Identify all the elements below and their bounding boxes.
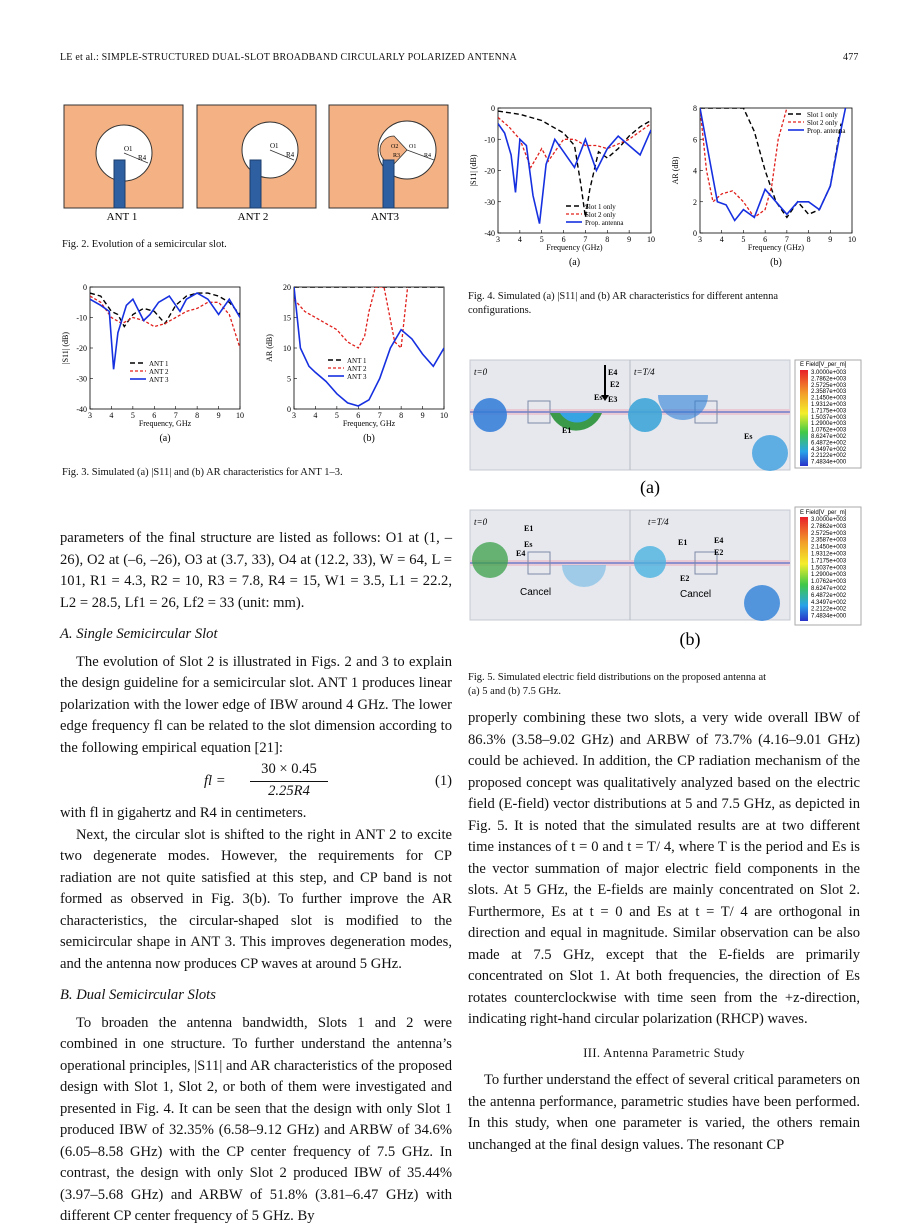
fig3a-xtick-label: 8 (195, 411, 200, 420)
fig3b-xtick-label: 8 (399, 411, 404, 420)
fig3b-xtick-label: 10 (440, 411, 448, 420)
figure-4 (468, 100, 868, 280)
ant3-label: ANT3 (370, 211, 400, 223)
fig5-caption-line1: Fig. 5. Simulated electric field distributions on the proposed antenna at (468, 672, 767, 683)
fig4b-ytick-label: 0 (693, 229, 697, 238)
fig3a-series-2 (90, 296, 240, 348)
fig4a-xtick-label: 9 (627, 235, 632, 244)
section-3-heading: III. Antenna Parametric Study (583, 1045, 745, 1060)
fig3a-xtick-label: 6 (152, 411, 157, 420)
fig4a-series-2 (498, 117, 651, 167)
cbvals-a-value: 2.3587e+003 (811, 389, 847, 396)
right-column (468, 708, 860, 1156)
fig3b-sublabel: (b) (363, 433, 375, 444)
ant2-drawing (197, 105, 316, 208)
fig3a-legend-label-3: ANT 3 (149, 376, 169, 384)
fig5-caption-line2: (a) 5 and (b) 7.5 GHz. (468, 686, 562, 697)
fig5a-label: (a) (640, 477, 660, 497)
fig3b-legend-label-3: ANT 3 (347, 373, 367, 381)
fig4a-ytick-label: 0 (491, 104, 495, 113)
cbvals-b-value: 4.3497e+002 (811, 599, 847, 606)
fig5-field-plots (470, 355, 862, 675)
fig5a-panel (470, 360, 790, 471)
fig4b-ytick-label: 2 (693, 197, 697, 207)
section-b-heading: B. Dual Semicircular Slots (60, 987, 216, 1003)
section-a-heading: A. Single Semicircular Slot (60, 626, 218, 642)
fig3a-legend-label-2: ANT 2 (149, 368, 169, 376)
fig3a-ytick-label: -40 (76, 405, 87, 414)
fig5b-cancel-2: Cancel (680, 589, 712, 600)
fig4b-xtick-label: 4 (719, 235, 724, 244)
fig4b-xtick-label: 5 (741, 235, 746, 244)
cbvals-b-value: 2.3587e+003 (811, 537, 847, 544)
cbvals-a-value: 2.1450e+003 (811, 395, 847, 402)
fig5a-t0: t=0 (474, 367, 488, 377)
cbvals-a-value: 1.7175e+003 (811, 408, 847, 415)
fig3a-series-3 (90, 293, 240, 369)
cbvals-b-value: 1.5037e+003 (811, 565, 847, 572)
eq-lhs: fl = (204, 773, 226, 789)
ant3-o1: O1 (409, 144, 417, 150)
figure-3 (62, 280, 462, 450)
fig3b-legend-label-1: ANT 1 (347, 357, 367, 365)
fig4a-plot-frame (498, 108, 651, 233)
fig4a-xtick-label: 6 (561, 235, 566, 244)
fig4a-series-1 (498, 111, 651, 217)
left-column (60, 528, 452, 1228)
cbvals-a-value: 1.5037e+003 (811, 414, 847, 421)
fig3b-ytick-label: 15 (283, 313, 291, 323)
cbvals-a-value: 8.6247e+002 (811, 434, 847, 440)
fig4a-legend-label-3: Prop. antenna (585, 219, 624, 227)
fig3b-ylabel: AR (dB) (265, 334, 274, 362)
cbvals-b-value: 3.0000e+003 (811, 517, 847, 523)
fig5a-e1: E1 (562, 426, 572, 435)
fig5b-es: Es (524, 540, 533, 549)
fig3a-sublabel: (a) (159, 433, 171, 444)
fig4b-ytick-label: 6 (693, 135, 697, 145)
fig5a-e4: E4 (608, 368, 618, 377)
fig3b-ytick-label: 5 (287, 374, 291, 384)
ant1-drawing (64, 105, 183, 208)
cbvals-b-value: 6.4872e+002 (811, 592, 847, 599)
fig5b-e1b: E1 (678, 538, 688, 547)
fig3a-xtick-label: 5 (130, 411, 135, 420)
cbvals-b-value: 2.2122e+002 (811, 606, 847, 613)
cbvals-a-value: 1.9312e+003 (811, 402, 847, 408)
fig5b-e2b: E2 (680, 574, 690, 583)
fig3b-series-3 (294, 287, 444, 406)
fig5b-label: (b) (679, 629, 701, 649)
cbvals-a-value: 2.7862e+003 (811, 376, 847, 383)
fig4a-xlabel: Frequency (GHz) (546, 243, 603, 252)
fig4-caption-line2: configurations. (468, 305, 532, 316)
cbvals-b-value: 2.5725e+003 (811, 530, 847, 537)
fig4b-legend-label-3: Prop. antenna (807, 127, 846, 135)
fig3b-plot-frame (294, 287, 444, 409)
fig3b-xtick-label: 9 (420, 411, 425, 420)
fig4b-xtick-label: 8 (806, 235, 811, 244)
fig3a-xtick-label: 10 (236, 411, 244, 420)
ant3-r3: R3 (393, 153, 401, 159)
fig3a-ytick-label: 0 (83, 283, 87, 292)
cbvals-b-value: 1.0762e+003 (811, 579, 847, 586)
params-paragraph: parameters of the final structure are listed as follows: O1 at (1, –26), O2 at (–6, –26), O3 at (3.7, 33), O4 at (12.2, 33), W = 64, L = 101, R1 = 4.3, R2 = 10, R3 = 7.8, R4 = 15, W1 = 3.5, L1 = 22.2, L2 = 28.5, Lf1 = 26, Lf2 = 33 (unit: mm). (60, 530, 452, 611)
fig4b-xtick-label: 7 (784, 235, 789, 244)
right-p1: properly combining these two slots, a very wide overall IBW of 86.3% (3.58–9.02 GHz) and ARBW of 73.7% (4.16–9.01 GHz) could be achieved. In addition, the CP radiation mechanism of the proposed concept was qualitatively analyzed based on the electric field (E-field) vector distributions at 5 and 7.5 GHz, as depicted in Fig. 5. It is noted that the simulated results are at two different time instances of t = 0 and t = T/ 4, where T is the period and Es is the vector summation of major electric field components in the slots. At 5 GHz, the E-fields are mainly concentrated on Slot 2. Furthermore, Es at t = 0 and Es at t = T/ 4 are orthogonal in direction and equal in magnitude. Similar observation can be also made at 7.5 GHz, except that the E-fields are primarily concentrated on Slot 1. At both frequencies, the direction of Es rotates counterclockwise with time seen from the +z-direction, indicating right-hand circular polarization (RHCP) waves. (468, 710, 860, 1027)
fig4a-ytick-label: -40 (484, 229, 495, 238)
fig4b-legend-label-1: Slot 1 only (807, 111, 838, 119)
fig5a-tT4: t=T/4 (634, 367, 655, 377)
ant2-r4: R4 (286, 151, 295, 159)
right-p2: To further understand the effect of several critical parameters on the antenna performance, parametric studies have been performed. In this study, when one parameter is varied, the others remain unchanged at the final design values. The resonant CP (468, 1072, 860, 1153)
fig5a-e3: E3 (608, 395, 618, 404)
fig4a-xtick-label: 10 (647, 235, 655, 244)
fig4b-xlabel: Frequency (GHz) (747, 243, 805, 252)
fig4b-ytick-label: 4 (693, 166, 697, 176)
cbvals-b-value: 1.9312e+003 (811, 551, 847, 558)
fig5a-es1: Es (594, 393, 603, 402)
ant3-r4: R4 (424, 153, 432, 159)
cbvals-b-value: 8.6247e+002 (811, 586, 847, 592)
fig4b-xtick-label: 6 (763, 235, 768, 244)
fig4b-sublabel: (b) (770, 257, 782, 268)
fig3b-xtick-label: 3 (292, 411, 296, 420)
fig2-caption: Fig. 2. Evolution of a semicircular slot. (62, 239, 227, 250)
fig5b-legend-title: E Field[V_per_m] (800, 510, 847, 516)
equation-1 (60, 759, 452, 803)
running-header: LE et al.: SIMPLE-STRUCTURED DUAL-SLOT BROADBAND CIRCULARLY POLARIZED ANTENNA (60, 52, 517, 63)
fig4b-ytick-label: 8 (693, 104, 697, 113)
fig3b-xtick-label: 4 (313, 411, 318, 420)
fig4b-xtick-label: 3 (698, 235, 702, 244)
fig5a-es2: Es (744, 432, 753, 441)
fig3b-ytick-label: 10 (283, 344, 291, 353)
ant1-label: ANT 1 (106, 211, 138, 223)
fig3b-legend-label-2: ANT 2 (347, 365, 367, 373)
fig4a-series-3 (498, 124, 651, 224)
fig5b-cancel-1: Cancel (520, 587, 552, 598)
fig3b-xlabel: Frequency, GHz (342, 419, 396, 428)
ant2-o1: O1 (270, 142, 279, 150)
fig3a-xtick-label: 7 (173, 411, 178, 420)
fig4a-legend-label-2: Slot 2 only (585, 211, 616, 219)
cbvals-a-value: 7.4834e+000 (811, 459, 847, 466)
fig3a-ytick-label: -20 (76, 344, 87, 353)
eq-numerator: 30 × 0.45 (250, 759, 328, 782)
fig3a-ylabel: |S11| (dB) (61, 331, 70, 365)
fig5b-panel (470, 510, 790, 621)
fig5b-e4: E4 (516, 549, 526, 558)
fig3b-series-2 (294, 287, 408, 348)
fig4a-ytick-label: -30 (484, 197, 495, 207)
fig3-caption: Fig. 3. Simulated (a) |S11| and (b) AR characteristics for ANT 1–3. (62, 467, 343, 478)
fig5a-legend-title: E Field[V_per_m] (800, 362, 847, 368)
fig3a-xtick-label: 9 (216, 411, 221, 420)
fig3a-xtick-label: 3 (88, 411, 92, 420)
eq-denominator: 2.25R4 (268, 783, 310, 799)
fig4b-series-2 (700, 108, 787, 217)
page-number: 477 (843, 52, 859, 63)
fig4a-xtick-label: 7 (583, 235, 588, 244)
fig5a-e2: E2 (610, 380, 620, 389)
eq-number: (1) (434, 773, 452, 789)
ant1-r4: R4 (138, 154, 147, 162)
cbvals-a-value: 2.2122e+002 (811, 453, 847, 460)
fig5b-e4b: E4 (714, 536, 724, 545)
fig4a-xtick-label: 8 (605, 235, 610, 244)
cbvals-b-value: 7.4834e+000 (811, 613, 847, 620)
fig4a-xtick-label: 4 (517, 235, 522, 244)
fig4b-legend-label-2: Slot 2 only (807, 119, 838, 127)
fig3a-ytick-label: -30 (76, 374, 87, 384)
fig4a-ytick-label: -20 (484, 166, 495, 176)
fig4b-ylabel: AR (dB) (671, 156, 680, 185)
cbvals-a-value: 1.0762e+003 (811, 427, 847, 434)
fig4a-sublabel: (a) (568, 257, 581, 268)
cbvals-a-value: 2.5725e+003 (811, 382, 847, 389)
fig3a-ytick-label: -10 (76, 313, 87, 323)
section-a-p3: Next, the circular slot is shifted to the right in ANT 2 to excite two degenerate modes. However, the requirements for CP radiation are not quite satisfied at this step, and CP band is not formed as observed in Fig. 3(b). To further improve the AR characteristics, the circular-shaped slot is modified to the semicircular shape in ANT 3. This improves degeneration modes, and the antenna now produces CP waves at around 5 GHz. (60, 826, 452, 972)
cbvals-a-value: 4.3497e+002 (811, 446, 847, 453)
fig4a-ytick-label: -10 (484, 135, 495, 145)
cbvals-b-value: 2.1450e+003 (811, 544, 847, 551)
fig5b-e1: E1 (524, 524, 534, 533)
section-b-p1: To broaden the antenna bandwidth, Slots 1 and 2 were combined in one structure. To further understand the antenna’s operational principles, |S11| and AR characteristics of the proposed design with Slot 1, Slot 2, or both of them were investigated and presented in Fig. 4. It can be seen that the design with only Slot 1 produced IBW of 32.35% (6.58–9.12 GHz) and ARBW of 34.6% (6.05–8.58 GHz) with the CP center frequency of 7.5 GHz. In contrast, the design with only Slot 2 produced IBW of 35.44% (3.97–5.68 GHz) and ARBW of 51.8% (3.81–6.47 GHz) with different CP center frequency of 5 GHz. By (60, 1014, 452, 1224)
figure-2 (62, 103, 462, 253)
fig3b-ytick-label: 0 (287, 405, 291, 414)
fig3a-legend-label-1: ANT 1 (149, 360, 169, 368)
cbvals-a-value: 3.0000e+003 (811, 370, 847, 376)
fig4a-xtick-label: 5 (539, 235, 544, 244)
fig5b-e2: E2 (714, 548, 724, 557)
fig3a-xtick-label: 4 (109, 411, 114, 420)
fig4-caption-line1: Fig. 4. Simulated (a) |S11| and (b) AR characteristics for different antenna (468, 291, 779, 302)
fig5b-tT4: t=T/4 (648, 517, 669, 527)
fig4b-xtick-label: 10 (848, 235, 856, 244)
cbvals-b-value: 2.7862e+003 (811, 523, 847, 530)
section-a-p2: with fl in gigahertz and R4 in centimeters. (60, 805, 307, 821)
cbvals-a-value: 6.4872e+002 (811, 440, 847, 447)
fig4a-ylabel: |S11| (dB) (469, 154, 478, 187)
fig3b-xtick-label: 5 (334, 411, 339, 420)
fig2-antenna-drawings (62, 103, 462, 253)
fig4a-xtick-label: 3 (496, 235, 500, 244)
section-a-p1: The evolution of Slot 2 is illustrated in Figs. 2 and 3 to explain the design guideline for a semicircular slot. ANT 1 produces linear polarization with the lower edge of IBW around 4 GHz. The lower edge frequency fl can be related to the slot dimension according to the following empirical equation [21]: (60, 653, 452, 756)
fig4b-xtick-label: 9 (828, 235, 833, 244)
fig3b-xtick-label: 6 (356, 411, 361, 420)
figure-5 (470, 355, 862, 675)
fig4a-legend-label-1: Slot 1 only (585, 203, 616, 211)
fig3a-xlabel: Frequency, GHz (138, 419, 192, 428)
ant3-o2: O2 (391, 144, 399, 150)
cbvals-a-value: 1.2900e+003 (811, 421, 847, 428)
fig5b-t0: t=0 (474, 517, 488, 527)
fig3b-xtick-label: 7 (377, 411, 382, 420)
fig3b-ytick-label: 20 (283, 283, 291, 292)
cbvals-b-value: 1.7175e+003 (811, 558, 847, 565)
cbvals-b-value: 1.2900e+003 (811, 572, 847, 579)
ant2-label: ANT 2 (237, 211, 269, 223)
ant1-o1: O1 (124, 145, 133, 153)
